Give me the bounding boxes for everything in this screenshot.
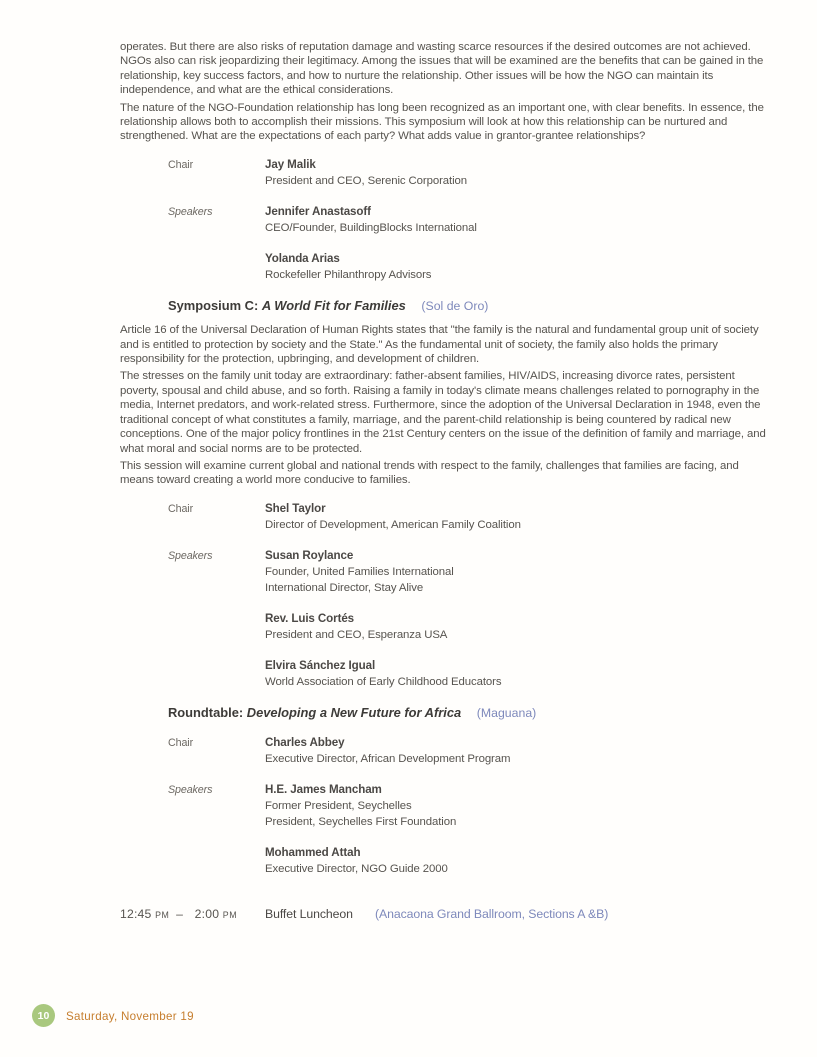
symposium-c-heading	[168, 299, 768, 313]
speakers-label: Speakers	[168, 784, 213, 797]
time-start-period: PM	[155, 910, 170, 921]
person-title: International Director, Stay Alive	[265, 581, 424, 594]
time-start: 12:45	[120, 907, 152, 922]
heading-location: (Maguana)	[476, 705, 537, 720]
chair-label: Chair	[168, 737, 194, 750]
symposium-c-paragraph-1: Article 16 of the Universal Declaration of Human Rights states that "the family is the natural and fundamental group unit of society and is entitled to protection by society and the State." As the fundamental unit of society, the family also holds the primary responsibility for the protection, upbringing, and development of children.	[120, 324, 759, 366]
person-name: H.E. James Mancham	[265, 783, 382, 797]
person-title: Executive Director, African Development Program	[265, 753, 511, 766]
roundtable-speakers-row	[168, 782, 768, 877]
heading-prefix: Symposium C:	[168, 297, 259, 313]
intro-paragraph-2: The nature of the NGO-Foundation relationship has long been recognized as an important one, with clear benefits. In essence, the relationship allows both to accomplish their missions. This symposium will look at how this relationship can be nurtured and strengthened. What are the expectations of each party? What adds value in grantor-grantee relationships?	[120, 101, 764, 143]
time-end: 2:00	[194, 907, 220, 922]
symposium-c-paragraph-3: This session will examine current global and national trends with respect to the family, challenges that families are facing, and means toward creating a world more conducive to families.	[120, 459, 739, 487]
symposium-c-paragraph-2: The stresses on the family unit today are extraordinary: father-absent families, HIV/AIDS, increasing divorce rates, persistent poverty, spousal and child abuse, and so forth. Raising a family in today's climate means challenges related to pornography in the media, Internet predators, and work-related stress. Furthermore, since the adoption of the Universal Declaration in 1948, even the traditional concept of what constitutes a family, marriage, and the parent-child relationship is being countered by radical new conceptions. One of the major policy frontlines in the 21st Century centers on the issue of the definition of family and marriage, and what moral and social norms are to be protected.	[120, 370, 766, 455]
person-title: President and CEO, Serenic Corporation	[265, 174, 467, 187]
session-b-speakers-row	[168, 204, 768, 283]
person-entry	[265, 735, 768, 767]
intro-paragraph-1: operates. But there are also risks of reputation damage and wasting scarce resources if the desired outcomes are not achieved. NGOs also can risk jeopardizing their legitimacy. Among the issues that will be examined are the benefits that can be gained in the relationship, key success factors, and how to nurture the relationship. Other issues will be how the NGO can maintain its independence, and what are the ethical considerations.	[120, 41, 764, 97]
symposium-c-chair-row	[168, 501, 768, 533]
person-title: CEO/Founder, BuildingBlocks International	[265, 221, 477, 234]
person-name: Mohammed Attah	[265, 846, 361, 860]
person-name: Charles Abbey	[265, 736, 345, 750]
person-name: Shel Taylor	[265, 501, 326, 515]
person-entry	[265, 658, 768, 690]
lunch-row	[120, 907, 768, 922]
person-entry	[265, 251, 768, 283]
page-number-badge	[32, 1004, 55, 1027]
footer-date: Saturday, November 19	[66, 1010, 194, 1023]
roundtable-heading	[168, 706, 768, 720]
person-title: Founder, United Families International	[265, 565, 454, 578]
person-entry	[265, 845, 768, 877]
person-title: Executive Director, NGO Guide 2000	[265, 863, 448, 876]
time-dash: –	[176, 907, 184, 922]
person-name: Jennifer Anastasoff	[265, 204, 371, 218]
person-title: World Association of Early Childhood Educators	[265, 675, 502, 688]
person-title: Rockefeller Philanthropy Advisors	[265, 268, 432, 281]
symposium-c-speakers-row	[168, 548, 768, 690]
lunch-label: Buffet Luncheon	[265, 907, 353, 922]
person-title: President and CEO, Esperanza USA	[265, 628, 448, 641]
person-entry	[265, 548, 768, 596]
heading-prefix: Roundtable:	[168, 704, 244, 720]
heading-title: A World Fit for Families	[261, 297, 406, 313]
roundtable-chair-row	[168, 735, 768, 767]
person-name: Yolanda Arias	[265, 251, 340, 265]
chair-label: Chair	[168, 158, 194, 171]
person-entry	[265, 501, 768, 533]
speakers-label: Speakers	[168, 205, 213, 218]
page-content	[120, 40, 768, 923]
page-number: 10	[37, 1009, 50, 1022]
heading-title: Developing a New Future for Africa	[246, 704, 462, 720]
person-name: Susan Roylance	[265, 548, 354, 562]
person-title: President, Seychelles First Foundation	[265, 816, 457, 829]
time-end-period: PM	[222, 910, 238, 921]
person-title: Director of Development, American Family Coalition	[265, 518, 521, 531]
person-title: Former President, Seychelles	[265, 800, 412, 813]
person-entry	[265, 157, 768, 189]
person-entry	[265, 204, 768, 236]
heading-location: (Sol de Oro)	[421, 298, 489, 313]
lunch-location: (Anacaona Grand Ballroom, Sections A &B)	[375, 907, 609, 922]
person-entry	[265, 611, 768, 643]
chair-label: Chair	[168, 502, 194, 515]
speakers-label: Speakers	[168, 549, 213, 562]
person-name: Rev. Luis Cortés	[265, 611, 355, 625]
session-b-chair-row	[168, 157, 768, 189]
lunch-time	[120, 907, 265, 922]
person-name: Elvira Sánchez Igual	[265, 658, 376, 672]
person-entry	[265, 782, 768, 830]
person-name: Jay Malik	[265, 157, 316, 171]
